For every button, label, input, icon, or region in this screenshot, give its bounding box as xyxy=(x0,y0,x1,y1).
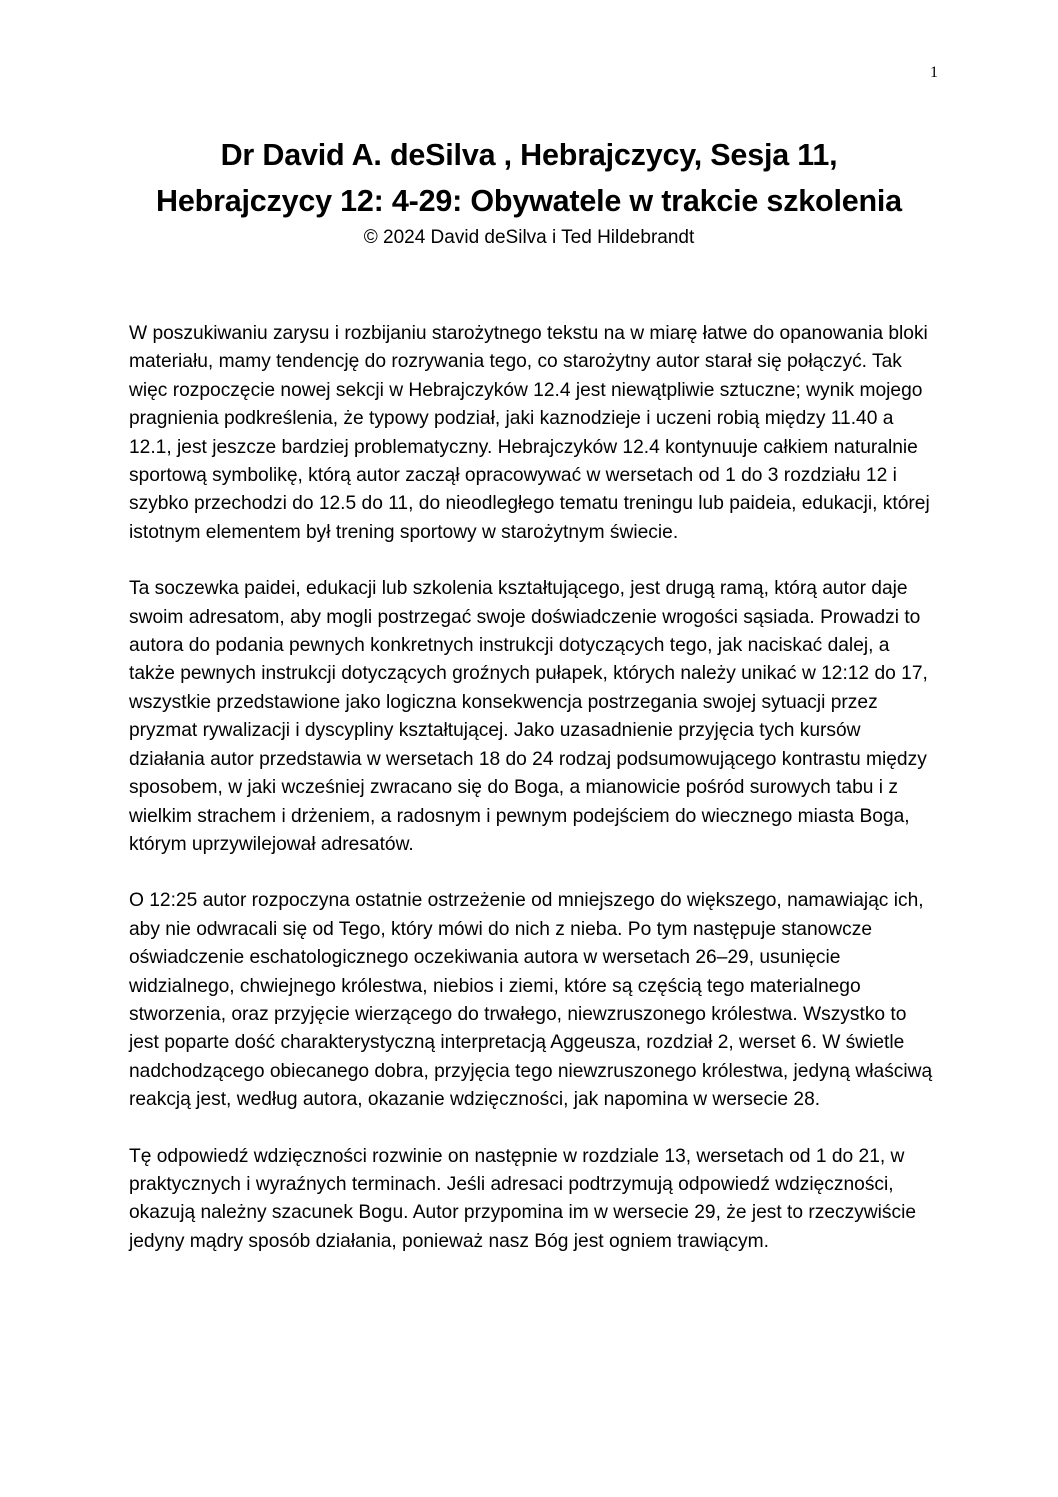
paragraph-1: W poszukiwaniu zarysu i rozbijaniu starożytnego tekstu na w miarę łatwe do opanowania bloki materiału, mamy tendencję do rozrywania tego, co starożytny autor starał się połączyć. Tak więc rozpoczęcie nowej sekcji w Hebrajczyków 12.4 jest niewątpliwie sztuczne; wynik mojego pragnienia podkreślenia, że typowy podział, jaki kaznodzieje i uczeni robią między 11.40 a 12.1, jest jeszcze bardziej problematyczny. Hebrajczyków 12.4 kontynuuje całkiem naturalnie sportową symbolikę, którą autor zaczął opracowywać w wersetach od 1 do 3 rozdziału 12 i szybko przechodzi do 12.5 do 11, do nieodległego tematu treningu lub paideia, edukacji, której istotnym elementem był trening sportowy w starożytnym świecie. xyxy=(129,323,930,543)
copyright-line: © 2024 David deSilva i Ted Hildebrandt xyxy=(363,227,695,248)
document-body xyxy=(129,320,939,1284)
page-number: 1 xyxy=(930,64,938,81)
paragraph-3: O 12:25 autor rozpoczyna ostatnie ostrzeżenie od mniejszego do większego, namawiając ich, aby nie odwracali się od Tego, który mówi do nich z nieba. Po tym następuje stanowcze oświadczenie eschatologicznego oczekiwania autora w wersetach 26–29, usunięcie widzialnego, chwiejnego królestwa, niebios i ziemi, które są częścią tego materialnego stworzenia, oraz przyjęcie wierzącego do trwałego, niewzruszonego królestwa. Wszystko to jest poparte dość charakterystyczną interpretacją Aggeusza, rozdział 2, werset 6. W świetle nadchodzącego obiecanego dobra, przyjęcia tego niewzruszonego królestwa, jedyną właściwą reakcją jest, według autora, okazanie wdzięczności, jak napomina w wersecie 28. xyxy=(129,890,933,1111)
title-block xyxy=(130,132,928,250)
document-title: Dr David A. deSilva , Hebrajczycy, Sesja 11, Hebrajczycy 12: 4-29: Obywatele w trakcie szkolenia xyxy=(156,138,902,218)
paragraph-2: Ta soczewka paidei, edukacji lub szkolenia kształtującego, jest drugą ramą, którą autor daje swoim adresatom, aby mogli postrzegać swoje doświadczenie wrogości sąsiada. Prowadzi to autora do podania pewnych konkretnych instrukcji dotyczących tego, jak naciskać dalej, a także pewnych instrukcji dotyczących groźnych pułapek, których należy unikać w 12:12 do 17, wszystkie przedstawione jako logiczna konsekwencja postrzegania swojej sytuacji przez pryzmat rywalizacji i dyscypliny kształtującej. Jako uzasadnienie przyjęcia tych kursów działania autor przedstawia w wersetach 18 do 24 rodzaj podsumowującego kontrastu między sposobem, w jaki wcześniej zwracano się do Boga, a mianowicie pośród surowych tabu i z wielkim strachem i drżeniem, a radosnym i pewnym podejściem do wiecznego miasta Boga, którym uprzywilejował adresatów. xyxy=(129,578,928,855)
paragraph-4: Tę odpowiedź wdzięczności rozwinie on następnie w rozdziale 13, wersetach od 1 do 21, w praktycznych i wyraźnych terminach. Jeśli adresaci podtrzymują odpowiedź wdzięczności, okazują należny szacunek Bogu. Autor przypomina im w wersecie 29, że jest to rzeczywiście jedyny mądry sposób działania, ponieważ nasz Bóg jest ogniem trawiącym. xyxy=(129,1145,917,1252)
